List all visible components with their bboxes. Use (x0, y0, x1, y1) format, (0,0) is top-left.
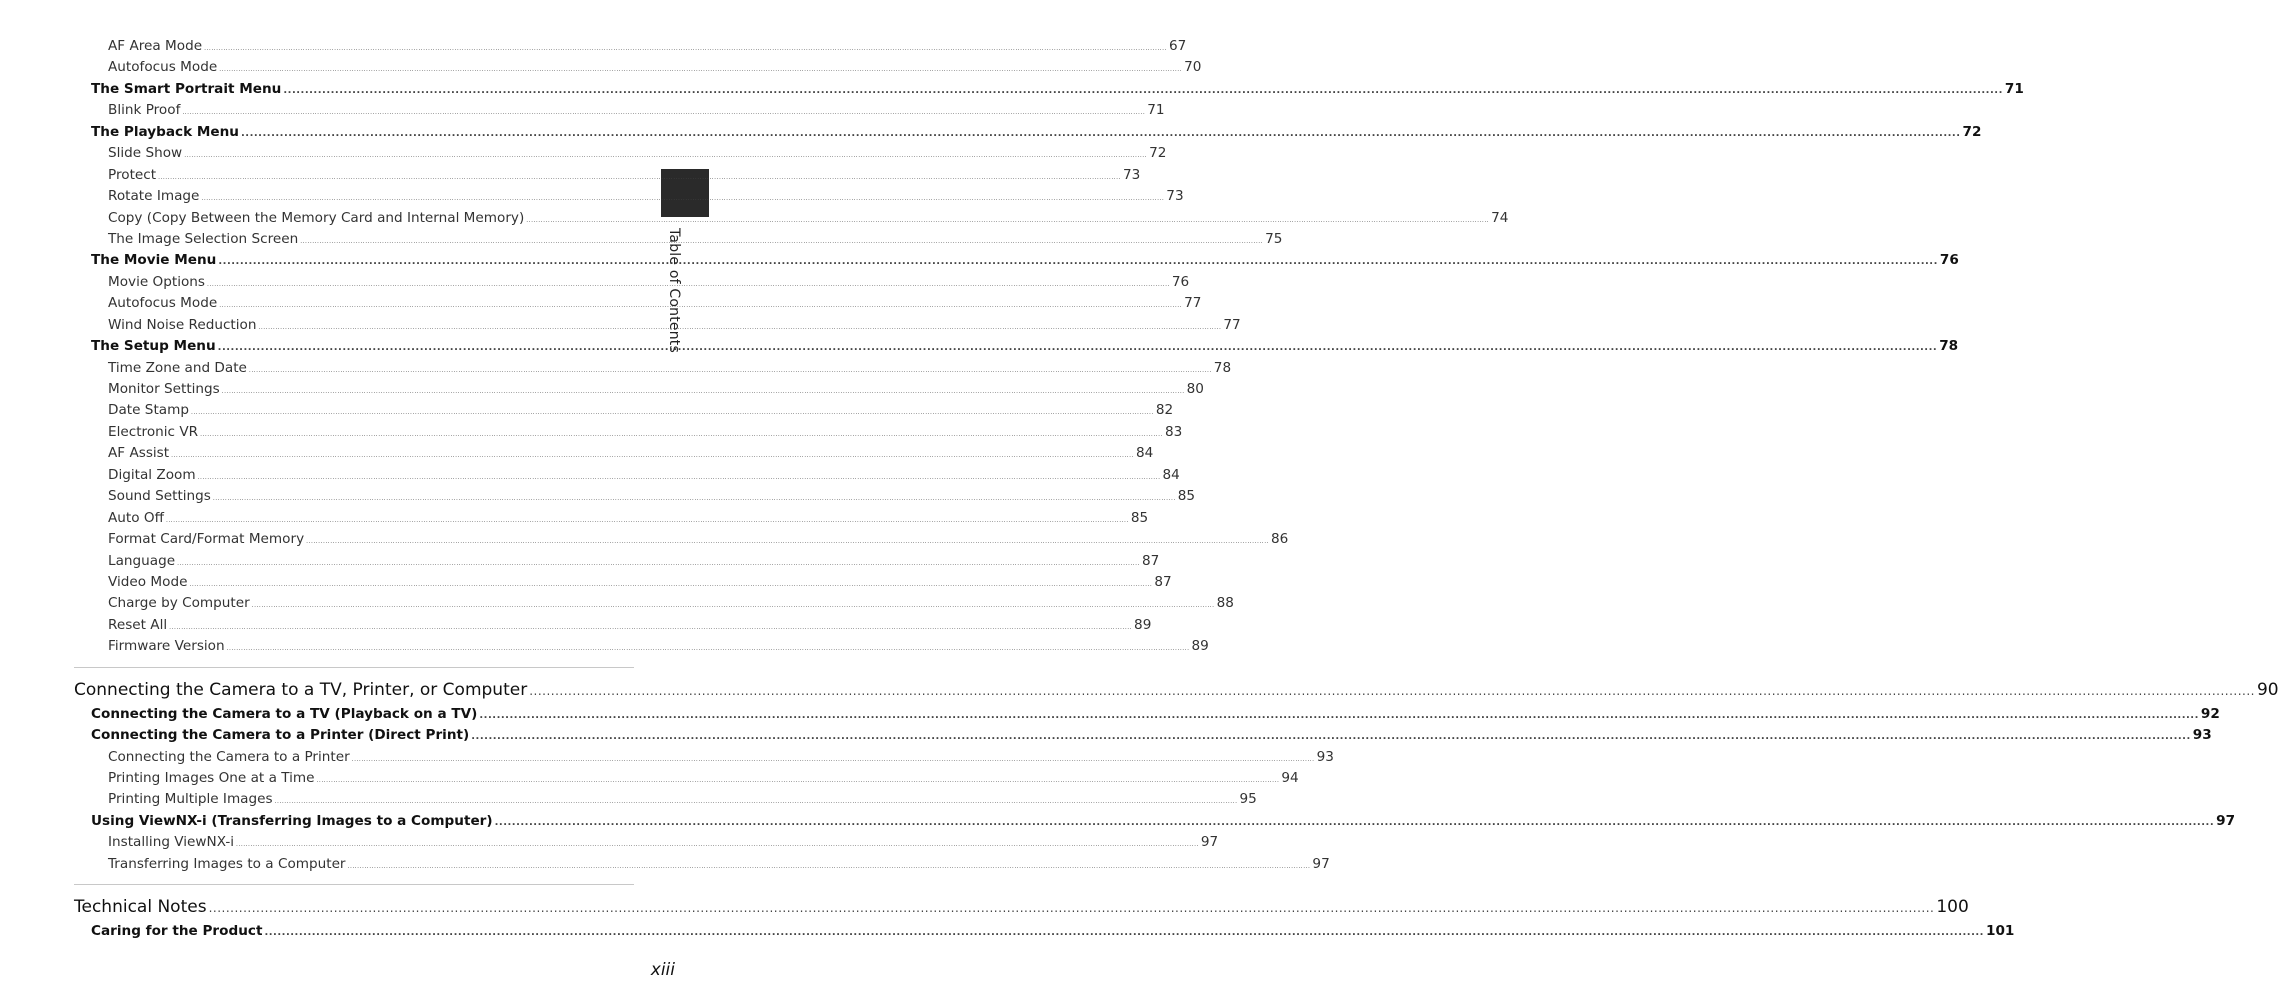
dot-leader: ................................................................................................................................................................................................................................................................................................................................................................................................................ (219, 302, 1183, 310)
toc-entry-sub[interactable] (74, 615, 1152, 636)
dot-leader: ................................................................................................................................................................................................................................................................................................................................................................................................................ (351, 755, 1315, 763)
toc-entry-page: 78 (1939, 338, 1959, 355)
toc-entry-page: 71 (2004, 80, 2024, 97)
toc-entry-page: 67 (1168, 38, 1187, 54)
toc-entry-page: 92 (2200, 705, 2220, 722)
toc-entry-page: 77 (1184, 295, 1202, 312)
toc-entry-title: Connecting the Camera to a Printer (Direct Print) (91, 727, 470, 744)
dot-leader: ................................................................................................................................................................................................................................................................................................................................................................................................................ (189, 580, 1153, 588)
toc-entry-title: Connecting the Camera to a TV, Printer, or Computer (74, 679, 528, 700)
toc-entry-page: 93 (2192, 727, 2212, 744)
dot-leader: ................................................................................................................................................................................................................................................................................................................................................................................................................ (208, 901, 1935, 916)
toc-entry-page: 77 (1223, 316, 1241, 333)
toc-entry-sub[interactable] (74, 36, 1187, 57)
dot-leader: ................................................................................................................................................................................................................................................................................................................................................................................................................ (219, 66, 1183, 74)
toc-entry-section[interactable] (74, 811, 2236, 832)
toc-entry-section[interactable] (74, 79, 2024, 100)
toc-entry-page: 73 (1122, 166, 1141, 183)
toc-entry-sub[interactable] (74, 486, 1196, 507)
toc-entry-sub[interactable] (74, 229, 1283, 250)
dot-leader: ................................................................................................................................................................................................................................................................................................................................................................................................................ (529, 683, 2255, 698)
toc-entry-title: Firmware Version (108, 638, 225, 655)
dot-leader: ................................................................................................................................................................................................................................................................................................................................................................................................................ (316, 777, 1280, 784)
toc-entry-sub[interactable] (74, 854, 1330, 875)
dot-leader: ................................................................................................................................................................................................................................................................................................................................................................................................................ (158, 173, 1121, 181)
toc-entry-page: 74 (1491, 209, 1509, 226)
section-divider (74, 667, 634, 668)
toc-entry-title: Time Zone and Date (108, 359, 247, 376)
toc-entry-sub[interactable] (74, 636, 1209, 657)
toc-entry-page: 71 (1147, 102, 1165, 119)
dot-leader: ................................................................................................................................................................................................................................................................................................................................................................................................................ (204, 45, 1167, 52)
dot-leader: ................................................................................................................................................................................................................................................................................................................................................................................................................ (236, 841, 1199, 849)
toc-entry-sub[interactable] (74, 358, 1232, 379)
toc-entry-section[interactable] (74, 250, 1959, 271)
toc-entry-title: The Playback Menu (91, 123, 239, 140)
toc-entry-title: Format Card/Format Memory (108, 531, 305, 548)
toc-entry-title: Printing Images One at a Time (108, 770, 315, 786)
toc-entry-title: Wind Noise Reduction (108, 316, 257, 333)
toc-entry-title: Connecting the Camera to a TV (Playback on a TV) (91, 705, 478, 722)
toc-entry-page: 87 (1141, 552, 1160, 569)
toc-entry-title: Transferring Images to a Computer (108, 855, 346, 872)
dot-leader: ................................................................................................................................................................................................................................................................................................................................................................................................................ (201, 195, 1165, 203)
toc-entry-chapter[interactable] (74, 677, 2279, 704)
toc-entry-chapter[interactable] (74, 894, 1969, 921)
toc-entry-page: 72 (1149, 145, 1167, 162)
toc-entry-title: Blink Proof (108, 102, 181, 119)
toc-entry-title: Printing Multiple Images (108, 791, 273, 808)
toc-entry-title: Autofocus Mode (108, 295, 218, 312)
dot-leader: ................................................................................................................................................................................................................................................................................................................................................................................................................ (212, 495, 1176, 503)
toc-entry-title: Movie Options (108, 273, 206, 290)
dot-leader: ................................................................................................................................................................................................................................................................................................................................................................................................................ (471, 731, 2191, 743)
toc-entry-title: Sound Settings (108, 488, 211, 505)
toc-entry-title: Reset All (108, 616, 168, 633)
page-number: xiii (650, 960, 675, 980)
dot-leader: ................................................................................................................................................................................................................................................................................................................................................................................................................ (171, 452, 1134, 460)
dot-leader: ................................................................................................................................................................................................................................................................................................................................................................................................................ (226, 645, 1190, 653)
toc-entry-sub[interactable] (74, 593, 1234, 614)
toc-entry-page: 101 (1985, 923, 2015, 940)
toc-entry-sub[interactable] (74, 529, 1289, 550)
dot-leader: ................................................................................................................................................................................................................................................................................................................................................................................................................ (218, 256, 1938, 268)
toc-entry-page: 76 (1939, 252, 1959, 269)
toc-entry-sub[interactable] (74, 443, 1154, 464)
toc-entry-page: 70 (1184, 59, 1202, 76)
toc-entry-page: 80 (1186, 381, 1204, 397)
dot-leader: ................................................................................................................................................................................................................................................................................................................................................................................................................ (494, 816, 2215, 828)
dot-leader: ................................................................................................................................................................................................................................................................................................................................................................................................................ (526, 216, 1490, 224)
toc-entry-title: Protect (108, 166, 157, 183)
toc-entry-page: 95 (1239, 791, 1257, 808)
toc-entry-title: Slide Show (108, 145, 183, 162)
toc-entry-title: Connecting the Camera to a Printer (108, 748, 350, 765)
dot-leader: ................................................................................................................................................................................................................................................................................................................................................................................................................ (197, 473, 1161, 481)
toc-entry-page: 94 (1281, 770, 1299, 786)
toc-entry-sub[interactable] (74, 186, 1184, 207)
section-divider (74, 884, 634, 885)
toc-entry-page: 90 (2256, 679, 2279, 700)
toc-entry-title: Technical Notes (74, 897, 207, 918)
toc-entry-page: 82 (1155, 402, 1174, 419)
toc-entry-sub[interactable] (74, 143, 1167, 164)
toc-entry-title: The Smart Portrait Menu (91, 80, 282, 97)
toc-entry-title: The Movie Menu (91, 252, 217, 269)
toc-entry-title: Digital Zoom (108, 466, 196, 483)
dot-leader: ................................................................................................................................................................................................................................................................................................................................................................................................................ (177, 559, 1140, 567)
toc-entry-sub[interactable] (74, 165, 1141, 186)
toc-entry-page: 85 (1177, 488, 1196, 505)
toc-entry-sub[interactable] (74, 379, 1204, 400)
toc-entry-page: 97 (1312, 855, 1330, 872)
toc-entry-page: 86 (1271, 531, 1289, 548)
toc-entry-page: 89 (1191, 638, 1209, 655)
toc-entry-page: 100 (1936, 897, 1969, 918)
toc-entry-title: Date Stamp (108, 402, 189, 419)
dot-leader: ................................................................................................................................................................................................................................................................................................................................................................................................................ (274, 798, 1238, 806)
toc-entry-page: 97 (1200, 834, 1219, 851)
toc-entry-title: Caring for the Product (91, 923, 263, 940)
toc-entry-title: Copy (Copy Between the Memory Card and Internal Memory) (108, 209, 525, 226)
toc-entry-title: Rotate Image (108, 188, 200, 205)
toc-entry-page: 88 (1216, 595, 1234, 612)
dot-leader: ................................................................................................................................................................................................................................................................................................................................................................................................................ (240, 127, 1961, 139)
toc-entry-sub[interactable] (74, 315, 1241, 336)
toc-entry-page: 76 (1171, 273, 1190, 290)
toc-entry-section[interactable] (74, 336, 1959, 357)
toc-entry-title: The Setup Menu (91, 338, 216, 355)
toc-entry-sub[interactable] (74, 465, 1180, 486)
dot-leader: ................................................................................................................................................................................................................................................................................................................................................................................................................ (251, 602, 1215, 610)
toc-entry-title: Monitor Settings (108, 381, 220, 397)
toc-entry-sub[interactable] (74, 100, 1165, 121)
side-tab-label: Table of Contents (666, 228, 682, 353)
toc-entry-title: Language (108, 552, 176, 569)
toc-entry-page: 83 (1164, 423, 1183, 440)
toc-entry-page: 97 (2216, 812, 2236, 829)
dot-leader: ................................................................................................................................................................................................................................................................................................................................................................................................................ (347, 862, 1311, 870)
dot-leader: ................................................................................................................................................................................................................................................................................................................................................................................................................ (479, 709, 2199, 721)
toc-entry-sub[interactable] (74, 208, 1509, 229)
toc-entry-sub[interactable] (74, 789, 1257, 810)
toc-entry-sub[interactable] (74, 293, 1202, 314)
toc-entry-title: AF Area Mode (108, 38, 203, 54)
toc-entry-page: 87 (1154, 573, 1172, 590)
toc-entry-title: Auto Off (108, 509, 164, 526)
dot-leader: ................................................................................................................................................................................................................................................................................................................................................................................................................ (207, 280, 1170, 288)
toc-entry-sub[interactable] (74, 832, 1219, 853)
dot-leader: ................................................................................................................................................................................................................................................................................................................................................................................................................ (258, 323, 1222, 331)
dot-leader: ................................................................................................................................................................................................................................................................................................................................................................................................................ (300, 237, 1264, 245)
toc-entry-sub[interactable] (74, 272, 1190, 293)
dot-leader: ................................................................................................................................................................................................................................................................................................................................................................................................................ (248, 366, 1212, 374)
dot-leader: ................................................................................................................................................................................................................................................................................................................................................................................................................ (217, 342, 1938, 354)
dot-leader: ................................................................................................................................................................................................................................................................................................................................................................................................................ (165, 516, 1129, 524)
toc-entry-title: Using ViewNX-i (Transferring Images to a Computer) (91, 812, 493, 829)
toc-entry-section[interactable] (74, 704, 2220, 725)
toc-entry-sub[interactable] (74, 768, 1299, 789)
toc-entry-sub[interactable] (74, 400, 1174, 421)
dot-leader: ................................................................................................................................................................................................................................................................................................................................................................................................................ (184, 152, 1148, 160)
dot-leader: ................................................................................................................................................................................................................................................................................................................................................................................................................ (169, 623, 1133, 631)
toc-entry-section[interactable] (74, 122, 1982, 143)
dot-leader: ................................................................................................................................................................................................................................................................................................................................................................................................................ (182, 109, 1146, 117)
toc-entry-page: 93 (1316, 748, 1334, 765)
dot-leader: ................................................................................................................................................................................................................................................................................................................................................................................................................ (221, 388, 1185, 395)
toc-entry-sub[interactable] (74, 422, 1183, 443)
toc-entry-title: Video Mode (108, 573, 188, 590)
toc-entry-section[interactable] (74, 921, 2015, 942)
toc-entry-title: Electronic VR (108, 423, 199, 440)
toc-entry-page: 85 (1130, 509, 1149, 526)
toc-entry-page: 84 (1135, 445, 1154, 462)
toc-entry-sub[interactable] (74, 551, 1160, 572)
toc-entry-title: AF Assist (108, 445, 170, 462)
toc-entry-sub[interactable] (74, 747, 1334, 768)
toc-entry-sub[interactable] (74, 57, 1202, 78)
toc-entry-page: 75 (1265, 230, 1283, 247)
dot-leader: ................................................................................................................................................................................................................................................................................................................................................................................................................ (283, 84, 2003, 96)
dot-leader: ................................................................................................................................................................................................................................................................................................................................................................................................................ (264, 927, 1984, 939)
toc-entry-title: Charge by Computer (108, 595, 250, 612)
toc-entry-page: 84 (1162, 466, 1180, 483)
dot-leader: ................................................................................................................................................................................................................................................................................................................................................................................................................ (306, 538, 1270, 546)
dot-leader: ................................................................................................................................................................................................................................................................................................................................................................................................................ (190, 409, 1154, 417)
toc-entry-sub[interactable] (74, 508, 1149, 529)
toc-entry-section[interactable] (74, 725, 2212, 746)
toc-entry-page: 89 (1134, 616, 1152, 633)
toc-entry-title: Installing ViewNX-i (108, 834, 235, 851)
toc-entry-page: 72 (1962, 123, 1982, 140)
toc-entry-page: 78 (1213, 359, 1232, 376)
dot-leader: ................................................................................................................................................................................................................................................................................................................................................................................................................ (200, 430, 1163, 438)
toc-entry-title: The Image Selection Screen (108, 230, 299, 247)
toc-entry-title: Autofocus Mode (108, 59, 218, 76)
toc-entry-page: 73 (1166, 188, 1184, 205)
toc-entry-sub[interactable] (74, 572, 1172, 593)
